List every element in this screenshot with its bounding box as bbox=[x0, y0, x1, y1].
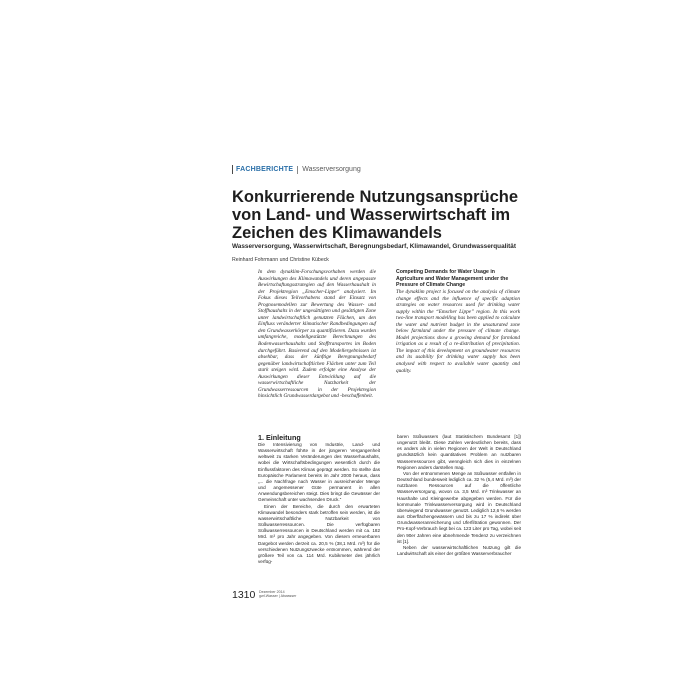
abstract-english: The dynaklim project is focused on the analysis of climate change effects and the influence of specific adaption strategies on water resources used for drinking water supply within the “Emscher Lippe” region. In this work two-line transport modelling has been applied to calculate the water and nutrient budget in the unsaturated zone below farmland under the pressure of climate change. Model projections show a growing demand for farmland irrigation as a result of a re-distribution of precipitation. The impact of this development on groundwater resources and its usability for drinking water supply has been analysed with respect to available water quantity and quality. bbox=[396, 289, 520, 374]
abstract-german: In dem dynaklim-Forschungsvorhaben werden die Auswirkungen des Klimawandels und deren angepasste Bewirtschaftungsstrategien auf den Wasserhaushalt in der Projektregion „Emscher-Lippe“ analysiert. Im Fokus dieses Teilvorhabens stand der Einsatz von Prognosemodellen zur Bewertung des Wasser- und Stoffhaushalts in der ungesättigten und gesättigten Zone unter landwirtschaftlich genutzten Flächen, um den Einfluss veränderter klimatischer Randbedingungen auf den Grundwasserkörper zu quantifizieren. Dazu wurden umfangreiche, modellgestützte Berechnungen des Bodenwasserhaushalts und Stofftransportes im Boden durchgeführt. Basierend auf den Modellergebnissen ist absehbar, dass der künftige Beregnungsbedarf gegenüber landwirtschaftlichen Flächen unter zum Teil stark steigen wird. Zudem erfolgte eine Analyse der Auswirkungen dieser Entwicklung auf die wasserwirtschaftliche Nutzbarkeit der Grundwasserressourcen in der Projektregion hinsichtlich Grundwasserdargebot und -beschaffenheit. bbox=[258, 269, 376, 400]
body-paragraph: Die Intensivierung von Industrie, Land- und Wasserwirtschaft führte in der jüngeren Vergangenheit weltweit zu starken Veränderungen des Wasserhaushalts, wobei die Wirtschaftsbedingungen wesentlich durch die Einflussfaktoren des Klimas geprägt werden. So stellte das Europäische Parlament bereits im Jahr 2000 heraus, dass „... die Nachfrage nach Wasser in ausreichender Menge und angemessener Güte permanent in allen Anwendungsbereichen steigt. Dies bringt die Gewässer der Gemeinschaft unter wachsenden Druck.“ bbox=[258, 442, 380, 503]
page-number: 1310 bbox=[232, 589, 256, 601]
article-keywords: Wasserversorgung, Wasserwirtschaft, Beregnungsbedarf, Klimawandel, Grundwasserqualität bbox=[232, 243, 516, 250]
subsection-label: Wasserversorgung bbox=[302, 166, 361, 173]
page-footer-meta bbox=[259, 590, 339, 599]
body-column-left bbox=[258, 442, 380, 565]
footer-issue-date: Dezember 2014 bbox=[259, 590, 285, 594]
body-paragraph: Von der entnommenen Menge an Süßwasser entfallen in Deutschland bundesweit lediglich ca. 32 % (5,4 Mrd. m³) der nutzbaren Ressourcen auf die öffentliche Wasserversorgung, wovon ca. 3,5 Mrd. m³ Trinkwasser an Haushalte und Kleingewerbe abgegeben werden. Für die kommunale Trinkwasserversorgung wird in Deutschland überwiegend Grundwasser genutzt. Lediglich 12,6 % werden aus Oberflächengewässern und bis zu 17 % indirekt über Grundwasseranreicherung und Uferfiltration gewonnen. Der Pro-Kopf-Verbrauch liegt bei ca. 123 Liter pro Tag, wobei seit den 90er Jahren eine abnehmende Tendenz zu verzeichnen ist [1]. bbox=[397, 470, 521, 544]
article-authors: Reinhard Fohrmann und Christine Kübeck bbox=[232, 257, 329, 263]
abstract-english-title: Competing Demands for Water Usage in Agriculture and Water Management under the Pressure of Climate Change bbox=[396, 269, 509, 288]
article-title: Konkurrierende Nutzungsansprüche von Land- und Wasserwirtschaft im Zeichen des Klimawandels bbox=[232, 188, 519, 242]
body-paragraph: Neben der wasserwirtschaftlichen Nutzung gilt die Landwirtschaft als einer der größten Wasserverbraucher bbox=[397, 544, 521, 556]
body-paragraph: baren Süßwassers (laut Statistischem Bundesamt [1]) ungenutzt bleibt. Diese Zahlen verdeutlichen bereits, dass es anders als in vielen Regionen der Welt in Deutschland grundsätzlich kein quantitatives Problem an nutzbaren Wasserressourcen gibt, wenngleich sich dies in einzelnen Regionen anders darstellen mag. bbox=[397, 434, 521, 470]
section-tag-bar bbox=[232, 165, 233, 174]
section-heading: 1. Einleitung bbox=[258, 433, 301, 442]
section-label: FACHBERICHTE bbox=[236, 166, 294, 173]
footer-journal: gwf-Wasser | Abwasser bbox=[259, 594, 297, 599]
body-paragraph: Einen der Bereiche, die durch den erwarteten Klimawandel besonders stark betroffen sein werden, ist die wasserwirtschaftliche Nutzbarkeit von Süßwasserressourcen. Die verfügbaren Süßwasserressourcen in Deutschland werden mit ca. 182 Mrd. m³ pro Jahr angegeben. Von diesem erneuerbaren Dargebot werden derzeit ca. 20,5 % (38,1 Mrd. m³) für die verschiedenen Nutzungszwecke entnommen, während der größere Teil von ca. 114 Mrd. Kubikmeter des jährlich verfüg- bbox=[258, 503, 380, 564]
section-separator bbox=[297, 166, 298, 174]
body-column-right bbox=[397, 434, 521, 557]
section-tag bbox=[232, 165, 361, 174]
